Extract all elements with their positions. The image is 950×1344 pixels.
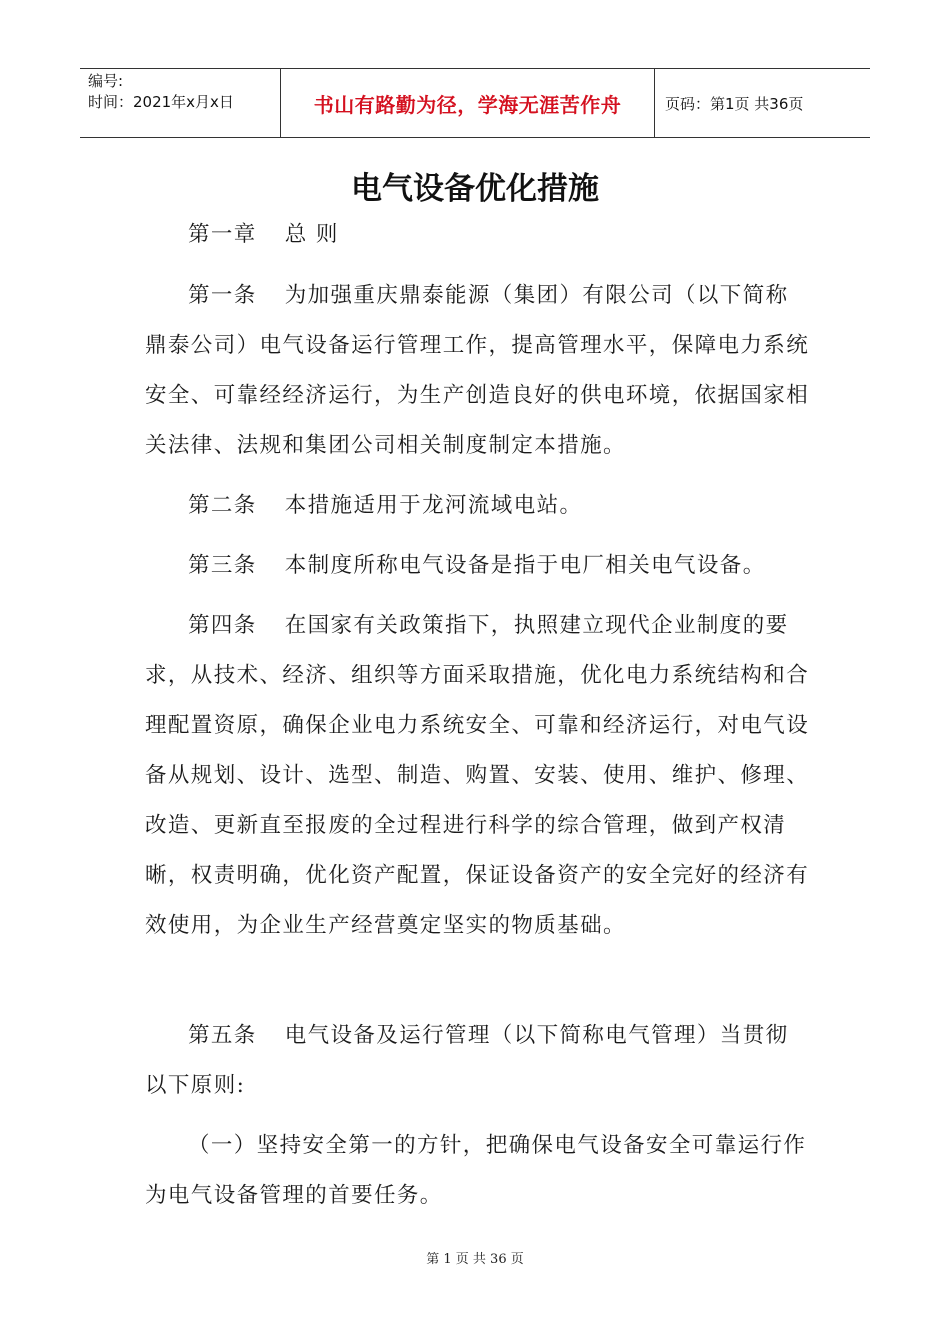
article-4 xyxy=(145,601,810,951)
document-header xyxy=(80,68,870,138)
article-3 xyxy=(145,541,810,591)
header-motto-cell xyxy=(280,69,655,137)
article-text: 本制度所称电气设备是指于电厂相关电气设备。 xyxy=(284,553,766,578)
chapter-label: 第一章 xyxy=(188,222,257,247)
principle-item-1 xyxy=(145,1121,810,1221)
article-label: 第二条 xyxy=(188,493,257,518)
number-label: 编号: xyxy=(88,72,124,90)
page-footer: 第 1 页 共 36 页 xyxy=(426,1252,524,1267)
article-text: 为加强重庆鼎泰能源（集团）有限公司（以下简称鼎泰公司）电气设备运行管理工作，提高管理水平，保障电力系统安全、可靠经经济运行，为生产创造良好的供电环境，依据国家相关法律、法规和集团公司相关制度制定本措施。 xyxy=(145,283,810,458)
article-2 xyxy=(145,481,810,531)
article-label: 第五条 xyxy=(188,1023,257,1048)
motto: 书山有路勤为径，学海无涯苦作舟 xyxy=(313,92,622,117)
article-text: 在国家有关政策指下，执照建立现代企业制度的要求，从技术、经济、组织等方面采取措施，优化电力系统结构和合理配置资原，确保企业电力系统安全、可靠和经济运行，对电气设备从规划、设计、选型、制造、购置、安装、使用、维护、修理、改造、更新直至报废的全过程进行科学的综合管理，做到产权清晰，权责明确，优化资产配置，保证设备资产的安全完好的经济有效使用，为企业生产经营奠定坚实的物质基础。 xyxy=(145,613,810,938)
item-text: （一）坚持安全第一的方针，把确保电气设备安全可靠运行作为电气设备管理的首要任务。 xyxy=(145,1133,807,1208)
article-text: 本措施适用于龙河流域电站。 xyxy=(284,493,583,518)
article-label: 第一条 xyxy=(188,283,257,308)
article-label: 第四条 xyxy=(188,613,257,638)
article-5 xyxy=(145,1011,810,1111)
header-meta xyxy=(80,69,280,137)
document-title: 电气设备优化措施 xyxy=(351,171,599,207)
time-label: 时间：2021年x月x日 xyxy=(88,93,234,111)
article-1 xyxy=(145,271,810,471)
article-label: 第三条 xyxy=(188,553,257,578)
chapter-heading xyxy=(145,210,810,260)
header-page-info xyxy=(655,69,870,137)
chapter-name: 总 则 xyxy=(284,222,339,247)
article-text: 电气设备及运行管理（以下简称电气管理）当贯彻以下原则: xyxy=(145,1023,789,1098)
page-info: 页码：第1页 共36页 xyxy=(665,94,804,113)
